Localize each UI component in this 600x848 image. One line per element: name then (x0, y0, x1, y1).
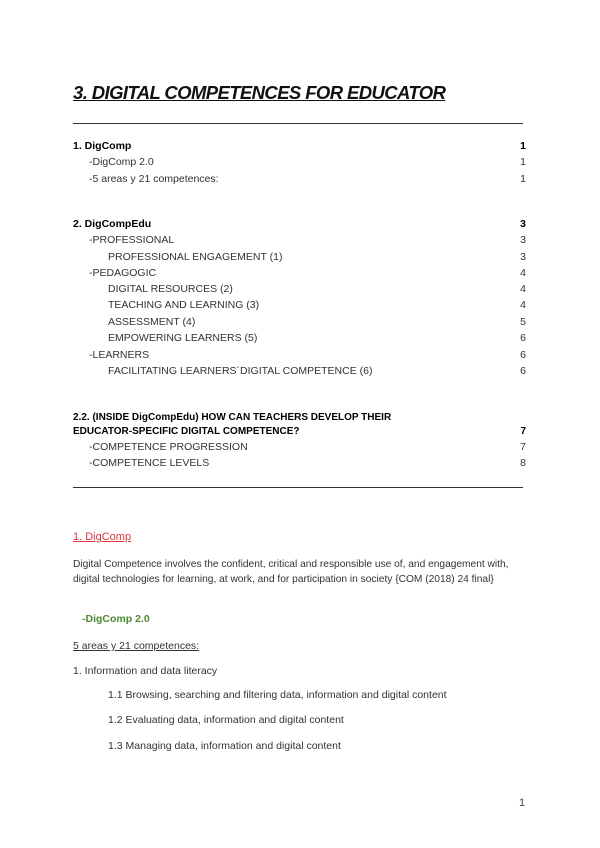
competence-item: 1.3 Managing data, information and digital content (108, 740, 341, 752)
toc-entry[interactable]: PROFESSIONAL ENGAGEMENT (1) 3 (108, 251, 526, 263)
subheading-digcomp-2: -DigComp 2.0 (82, 613, 150, 625)
divider (73, 123, 523, 124)
toc-entry[interactable]: -5 areas y 21 competences: 1 (89, 173, 526, 185)
toc-entry[interactable]: -DigComp 2.0 1 (89, 156, 526, 168)
toc-entry[interactable]: -COMPETENCE PROGRESSION 7 (89, 441, 526, 453)
toc-entry-digcompedu[interactable]: 2. DigCompEdu 3 (73, 218, 526, 230)
toc-entry[interactable]: -PEDAGOGIC 4 (89, 267, 526, 279)
competence-item: 1.1 Browsing, searching and filtering data, information and digital content (108, 689, 447, 701)
toc-entry[interactable]: -LEARNERS 6 (89, 349, 526, 361)
toc-entry[interactable]: -COMPETENCE LEVELS 8 (89, 457, 526, 469)
toc-entry[interactable]: DIGITAL RESOURCES (2) 4 (108, 283, 526, 295)
area-item: 1. Information and data literacy (73, 665, 218, 677)
page-title: 3. DIGITAL COMPETENCES FOR EDUCATOR (73, 82, 446, 103)
areas-heading: 5 areas y 21 competences: (73, 640, 200, 652)
toc-entry[interactable]: ASSESSMENT (4) 5 (108, 316, 526, 328)
divider (73, 487, 523, 488)
competence-item: 1.2 Evaluating data, information and digital content (108, 714, 344, 726)
toc-entry-teacher-development[interactable]: 2.2. (INSIDE DigCompEdu) HOW CAN TEACHERS DEVELOP THEIR EDUCATOR-SPECIFIC DIGITAL COMPETENCE? 7 (73, 412, 526, 437)
toc-entry[interactable]: FACILITATING LEARNERS´DIGITAL COMPETENCE (6) 6 (108, 365, 526, 377)
toc-entry[interactable]: EMPOWERING LEARNERS (5) 6 (108, 332, 526, 344)
toc-entry[interactable]: -PROFESSIONAL 3 (89, 234, 526, 246)
definition-paragraph: Digital Competence involves the confident, critical and responsible use of, and engagement with, digital technologies for learning, at work, and for participation in society {COM (2018) 24 final} (73, 559, 509, 585)
section-heading-digcomp: 1. DigComp (73, 531, 132, 543)
toc-entry[interactable]: TEACHING AND LEARNING (3) 4 (108, 299, 526, 311)
toc-entry-digcomp[interactable]: 1. DigComp 1 (73, 140, 526, 152)
page-number: 1 (519, 797, 526, 809)
